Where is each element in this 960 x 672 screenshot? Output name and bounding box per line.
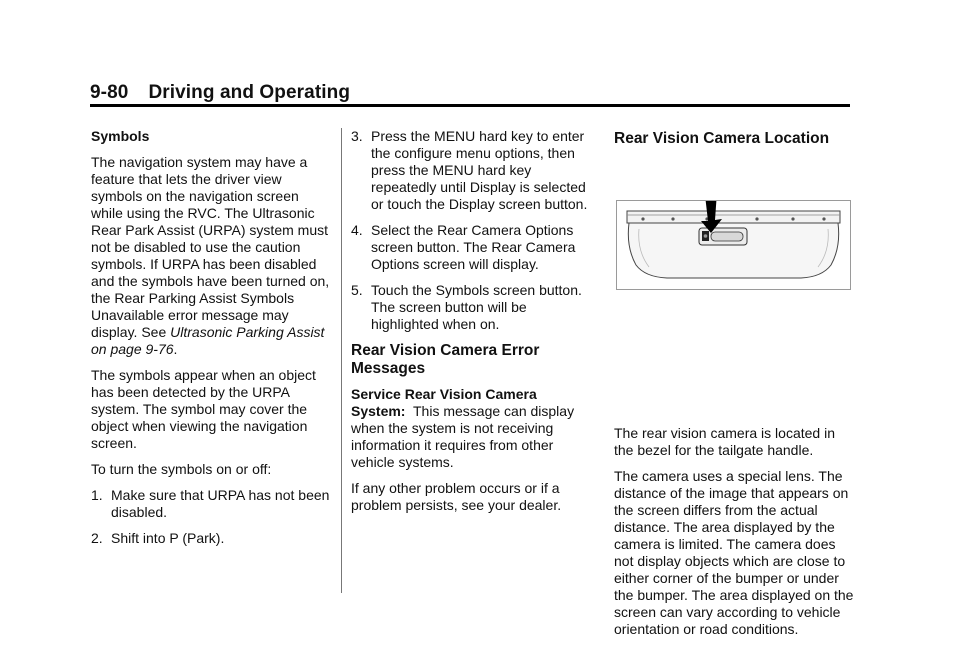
step-number: 1. — [91, 487, 103, 503]
camera-location-heading: Rear Vision Camera Location — [614, 130, 830, 147]
step-number: 3. — [351, 128, 363, 144]
figure-wrapper — [614, 200, 854, 425]
column-2 — [351, 128, 591, 523]
step-text: Press the MENU hard key to enter the configure menu options, then press the MENU hard key repeatedly until Display is selected or touch the Display screen button. — [371, 128, 588, 212]
symbols-text: The navigation system may have a feature that lets the driver view symbols on the navigation screen while using the RVC. The Ultrasonic Rear Park Assist (URPA) system must not be disabled to use the caution symbols. If URPA has been disabled and the symbols have been turned on, the Rear Parking Assist Symbols Unavailable error message may display. — [91, 154, 330, 340]
step-number: 5. — [351, 282, 363, 298]
service-message-paragraph — [351, 386, 591, 471]
symbols-appear-paragraph: The symbols appear when an object has been detected by the URPA system. The symbol may cover the object when viewing the navigation screen. — [91, 367, 316, 451]
column-divider — [341, 128, 342, 593]
step-number: 4. — [351, 222, 363, 238]
symbols-paragraph — [91, 154, 331, 358]
list-item — [351, 128, 591, 213]
list-item — [351, 222, 591, 273]
symbols-heading: Symbols — [91, 128, 150, 144]
error-messages-heading: Rear Vision Camera Error Messages — [351, 342, 540, 377]
list-item — [351, 282, 591, 333]
dealer-paragraph: If any other problem occurs or if a problem persists, see your dealer. — [351, 480, 562, 513]
step-number: 2. — [91, 530, 103, 546]
see-prefix: See — [141, 324, 167, 340]
step-text: Touch the Symbols screen button. The screen button will be highlighted when on. — [371, 282, 582, 332]
column-3 — [614, 128, 854, 647]
header-rule — [90, 104, 850, 107]
header-title — [90, 82, 850, 104]
page-number: 9-80 — [90, 82, 129, 103]
column-1 — [91, 128, 331, 556]
page-header — [90, 82, 850, 104]
list-item — [91, 487, 331, 521]
list-item — [91, 530, 331, 547]
see-suffix: . — [173, 341, 178, 357]
cross-reference-link[interactable]: Ultrasonic Parking Assist on page 9-76 — [91, 324, 325, 357]
section-title: Driving and Operating — [148, 82, 351, 103]
step-text: Make sure that URPA has not been disabled. — [111, 487, 330, 520]
tailgate-camera-illustration — [617, 201, 850, 289]
step-text: Select the Rear Camera Options screen button. The Rear Camera Options screen will display. — [371, 222, 576, 272]
turn-on-off-paragraph: To turn the symbols on or off: — [91, 461, 272, 477]
service-label: Service Rear Vision Camera System: — [351, 386, 537, 419]
camera-lens-paragraph: The camera uses a special lens. The distance of the image that appears on the screen differs from the actual distance. The area displayed by the camera is limited. The camera does not display objects which are close to either corner of the bumper or under the bumper. The area displayed on the screen can vary according to vehicle orientation or road conditions. — [614, 468, 854, 637]
tailgate-camera-figure — [616, 200, 851, 290]
step-text: Shift into P (Park). — [111, 530, 225, 546]
location-paragraph: The rear vision camera is located in the bezel for the tailgate handle. — [614, 425, 835, 458]
service-text: This message can display when the system is not receiving information it requires from other vehicle systems. — [351, 403, 575, 470]
